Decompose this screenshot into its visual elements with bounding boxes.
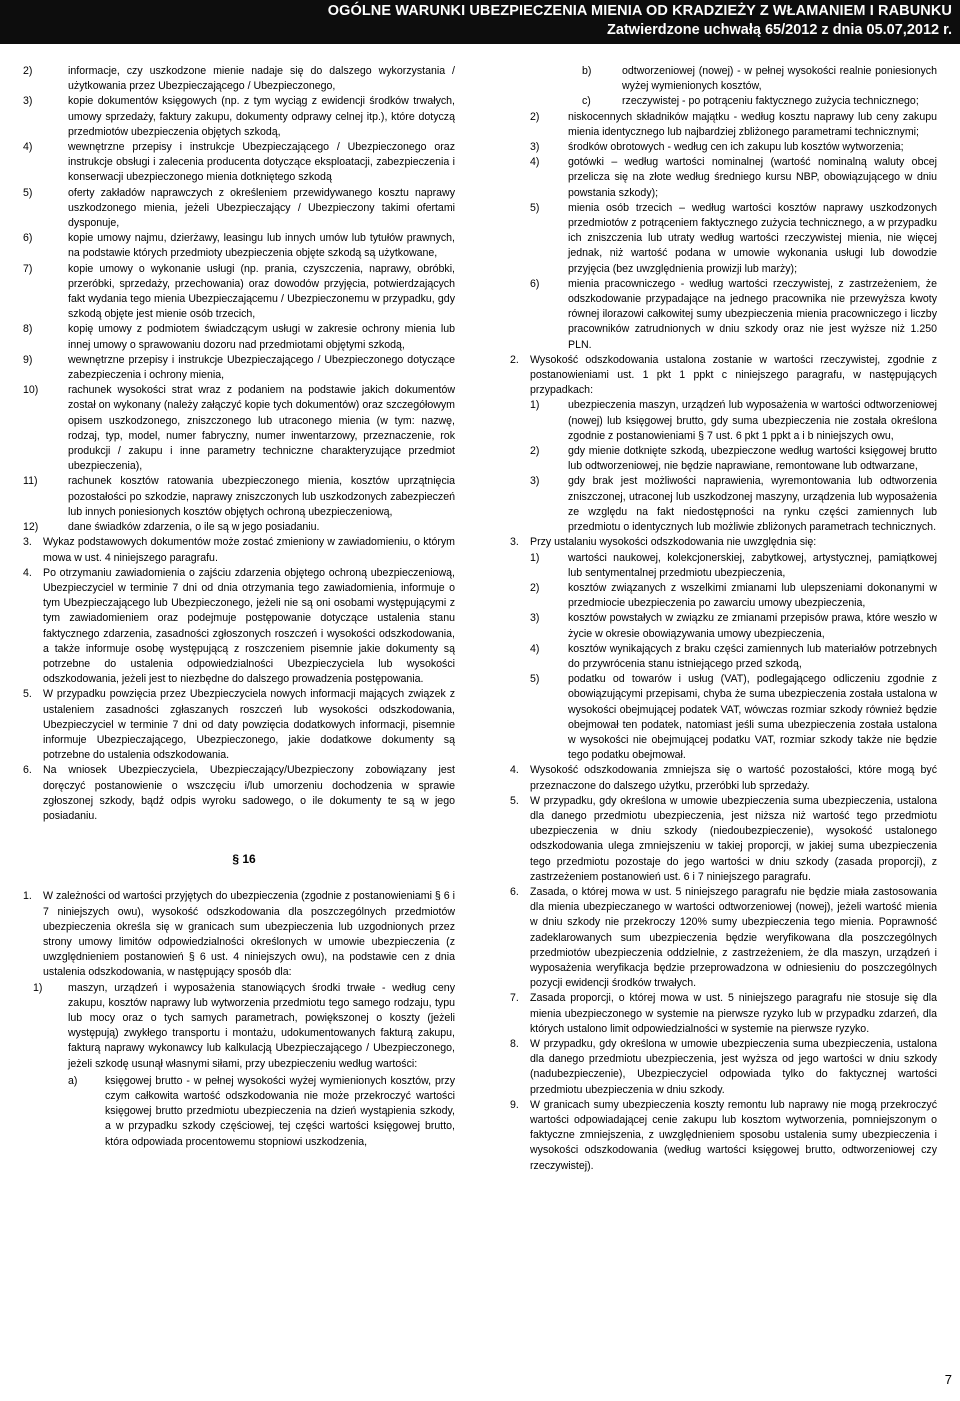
list-item (500, 201, 937, 277)
list-item (500, 64, 937, 94)
list-item (500, 140, 937, 155)
list-item (23, 687, 455, 763)
list-item (23, 566, 455, 688)
list-item (500, 94, 937, 109)
list-item (500, 885, 937, 991)
list-item-text: gdy brak jest możliwości naprawienia, wyremontowania lub odtworzenia zniszczonej, utraconej lub uszkodzonej maszyny, urządzenia lub wyposażenia ze względu na fakt niedostępności na rynku części zamiennych lub przedmiotu o identycznych lub możliwie zbliżonych parametrach technicznych. (568, 475, 937, 534)
list-item-number: 3. (510, 536, 519, 549)
list-item-text: Wykaz podstawowych dokumentów może zostać zmieniony w zawiadomieniu, o którym mowa w ust. 4 niniejszego paragrafu. (43, 536, 455, 564)
list-item (500, 277, 937, 353)
list-item (500, 444, 937, 474)
list-item (500, 398, 937, 444)
list-item (500, 763, 937, 793)
list-item (23, 64, 455, 94)
list-item-text: środków obrotowych - według cen ich zakupu lub kosztów wytworzenia; (568, 141, 904, 154)
list-item-number: 11) (23, 475, 38, 488)
list-item (23, 981, 455, 1150)
list-item-text: maszyn, urządzeń i wyposażenia stanowiących środki trwałe - według ceny zakupu, kosztów naprawy lub wytworzenia przedmiotu tego samego rodzaju, typu lub mocy oraz o tych samych parametrach, powiększonej o koszty (jeżeli występują) zwykłego transportu i montażu, udokumentowanych fakturą zakupu, fakturą naprawy wykonawcy lub kalkulacją Ubezpieczającego / Ubezpieczonego, jeżeli szkodę usunął własnymi siłami, przy ubezpieczeniu według wartości: (68, 981, 455, 1070)
right-column (500, 64, 937, 1174)
list-item-number: c) (582, 95, 591, 108)
list-item-text: Zasada, o której mowa w ust. 5 niniejszego paragrafu nie będzie miała zastosowania dla mienia ubezpieczanego w wartości odtworzeniowej (nowej), jeżeli wartość mienia w dniu szkody nie przekroczy 120% sumy ubezpieczenia tego mienia. Poprawność zadeklarowanych sum ubezpieczenia będzie weryfikowana dla poszczególnych przedmiotów ubezpieczenia oddzielnie, z zastrzeżeniem, że dla maszyn, urządzeń i wyposażenia weryfikacja będzie przeprowadzona w odniesieniu do poszczególnych pozycji ewidencji środków trwałych. (530, 885, 937, 990)
list-item-number: 5) (530, 673, 540, 686)
list-subitem (68, 1074, 455, 1150)
list-item-text: gdy mienie dotknięte szkodą, ubezpieczone według wartości księgowej brutto lub odtworzeniowej, nie będzie naprawiane, remontowane lub odtwarzane, (568, 445, 937, 473)
list-item-text: kopie umowy o wykonanie usługi (np. prania, czyszczenia, naprawy, obróbki, przeróbki, sprzedaży, przechowania) oraz dowodów przyjęcia, potwierdzających fakt wydania tego mienia Ubezpieczającemu / Ubezpieczonemu w przypadku, gdy szkodą objęte jest mienie osób trzecich, (68, 262, 455, 321)
list-item-text: W zależności od wartości przyjętych do ubezpieczenia (zgodnie z postanowieniami § 6 i 7 niniejszych owu), wysokość odszkodowania dla poszczególnych przedmiotów ubezpieczenia określa się w granicach sum ubezpieczenia lub uzgodnionych przez strony umowy limitów odpowiedzialności określonych w umowie ubezpieczenia (z uwzględnieniem postanowień § 6 ust. 4 niniejszych owu), na podstawie cen z dnia ustalenia odszkodowania, w następujący sposób dla: (43, 890, 455, 979)
list-item-number: 1) (530, 399, 540, 412)
list-item (500, 642, 937, 672)
list-item-text: kosztów powstałych w związku ze zmianami przepisów prawa, które weszło w życie w okresie obowiązywania umowy ubezpieczenia, (568, 612, 937, 640)
list-item-text: Zasada proporcji, o której mowa w ust. 5 niniejszego paragrafu nie stosuje się dla mienia ubezpieczonego w systemie na pierwsze ryzyko lub w przypadku zdarzeń, dla których ustalono limit odpowiedzialności w systemie na pierwsze ryzyko. (530, 992, 937, 1035)
list-item-number: 9) (23, 353, 33, 366)
list-item (23, 94, 455, 140)
list-item-number: 5. (23, 688, 32, 701)
list-item-text: rachunek wysokości strat wraz z podaniem na podstawie jakich dokumentów został on wykonany (należy załączyć kopie tych dokumentów) oraz szczegółowym opisem uszkodzonego, zniszczonego lub utraconego mienia (w tym: nazwę, rodzaj, typ, model, numer fabryczny, numer inwentarzowy, przeznaczenie, rok produkcji / zakupu i inne parametry techniczne charakteryzujące przedmiot ubezpieczenia), (68, 384, 455, 473)
list-item-text: niskocennych składników majątku - według kosztu naprawy lub ceny zakupu mienia identycznego lub najbardziej zbliżonego parametrami technicznymi; (568, 110, 937, 138)
list-item-text: informacje, czy uszkodzone mienie nadaje się do dalszego wykorzystania / użytkowania przez Ubezpieczającego / Ubezpieczonego, (68, 65, 455, 93)
list-item (23, 322, 455, 352)
left-column (23, 64, 455, 1150)
list-item-number: 3) (23, 95, 33, 108)
list-item-text: Przy ustalaniu wysokości odszkodowania nie uwzględnia się: (530, 536, 817, 549)
list-item-number: 3. (23, 536, 32, 549)
list-item-number: 1. (23, 890, 32, 903)
list-item (23, 474, 455, 520)
list-item-text: wartości naukowej, kolekcjonerskiej, zabytkowej, artystycznej, pamiątkowej lub sentymentalnej przedmiotu ubezpieczenia, (568, 551, 937, 579)
list-item-number: 4. (510, 764, 519, 777)
list-item-text: Wysokość odszkodowania ustalona zostanie w wartości rzeczywistej, zgodnie z postanowieniami ust. 1 pkt 1 ppkt c niniejszego paragrafu, w następujących przypadkach: (530, 353, 937, 397)
list-item-number: 4) (530, 642, 540, 655)
list-item (23, 535, 455, 565)
list-item (500, 794, 937, 885)
list-item-number: 9. (510, 1098, 519, 1111)
list-item-text: wewnętrzne przepisy i instrukcje Ubezpieczającego / Ubezpieczonego dotyczące zabezpieczenia i ochrony mienia, (68, 353, 455, 382)
list-item-number: 2. (510, 353, 519, 366)
list-item-number: 2) (530, 581, 540, 594)
document-approval-line: Zatwierdzone uchwałą 65/2012 z dnia 05.07,2012 r. (607, 22, 952, 38)
list-items (500, 551, 937, 764)
list-item (23, 763, 455, 824)
list-item (500, 1037, 937, 1098)
list-item-number: 4) (530, 156, 540, 169)
list-item (500, 672, 937, 763)
list-item-number: 6) (530, 277, 540, 290)
list-points (23, 535, 455, 824)
list-items (500, 398, 937, 535)
list-item-text: podatku od towarów i usług (VAT), podlegającego odliczeniu zgodnie z obowiązującymi przepisami, chyba że suma ubezpieczenia została ustalona w wysokości obejmującej podatek VAT, wówczas rozmiar szkody również będzie obejmował ten podatek, natomiast jeśli suma ubezpieczenia została ustalona w wysokości nie obejmującej podatku VAT, rozmiar szkody także nie będzie tego podatku obejmował. (568, 673, 937, 762)
list-item-number: 6. (23, 764, 32, 777)
list-item (500, 991, 937, 1037)
list-item-text: mienia osób trzecich – według wartości kosztów naprawy uszkodzonych przedmiotów z potrąceniem faktycznego zużycia technicznego, a w przypadku ich zniszczenia lub utraty według wartości rzeczywistej mienia, nie więcej jednak, niż wartość podana w umowie wykonania usługi lub dowodzie przyjęcia (bez uwzględnienia prowizji lub marży); (568, 201, 937, 275)
list-item-text: Wysokość odszkodowania zmniejsza się o wartość pozostałości, które mogą być przeznaczone do dalszego użytku, przeróbki lub sprzedaży. (530, 764, 937, 792)
list-item-number: 8. (510, 1038, 519, 1050)
list-item-number: 3) (530, 475, 540, 488)
list-item-text: kopie dokumentów księgowych (np. z tym wyciąg z ewidencji środków trwałych, umowy sprzedaży, faktury zakupu, dokumenty odprawy celnej itp.), które dotyczą przedmiotów ubezpieczenia objętych szkodą, (68, 95, 455, 138)
list-item (500, 581, 937, 611)
section-heading: § 16 (232, 852, 256, 867)
list-item (23, 520, 455, 535)
list-item-text: Po otrzymaniu zawiadomienia o zajściu zdarzenia objętego ochroną ubezpieczeniową, Ubezpieczyciel w terminie 7 dni od dnia otrzymania tego zawiadomienia, informuje o tym Ubezpieczającego lub Ubezpieczonego, jeżeli nie są oni osobami występującymi z tym zawiadomieniem oraz podejmuje postępowanie dotyczące ustalenia stanu faktycznego zdarzenia, zasadności zgłoszonych roszczeń i wysokości odszkodowania, a także informuje osobę występującą z roszczeniem pisemnie jakie dokumenty są potrzebne do ustalenia odpowiedzialności Ubezpieczyciela lub wysokości odszkodowania, jeżeli jest to niezbędne do dalszego prowadzenia postępowania. (43, 566, 455, 686)
list-item-text: kopię umowy z podmiotem świadczącym usługi w zakresie ochrony mienia lub innej umowy o sprawowaniu dozoru nad przedmiotami objętymi szkodą, (68, 323, 455, 351)
list-item-number: 10) (23, 384, 39, 397)
list-item-text: kopie umowy najmu, dzierżawy, leasingu lub innych umów lub tytułów prawnych, na podstawie których przedmioty ubezpieczenia objęte szkodą są użytkowane, (68, 232, 455, 260)
list-item-text: rachunek kosztów ratowania ubezpieczonego mienia, kosztów uprzątnięcia pozostałości po szkodzie, naprawy zniszczonych lub uszkodzonych zabezpieczeń lub innych poniesionych kosztów objętych ochroną ubezpieczeniową, (68, 475, 455, 518)
list-item-text: kosztów związanych z wszelkimi zmianami lub ulepszeniami dokonanymi w przedmiocie ubezpieczenia po zawarciu umowy ubezpieczenia, (568, 581, 937, 610)
list-item (23, 353, 455, 383)
list-item (500, 1098, 937, 1174)
list-item-number: 6) (23, 232, 33, 245)
document-title: OGÓLNE WARUNKI UBEZPIECZENIA MIENIA OD KRADZIEŻY Z WŁAMANIEM I RABUNKU (327, 3, 952, 19)
list-item-text: ubezpieczenia maszyn, urządzeń lub wyposażenia w wartości odtworzeniowej (nowej) lub księgowej brutto, gdy suma ubezpieczenia nie została określona zgodnie z postanowieniami § 7 ust. 6 pkt 1 ppkt a i b niniejszych owu, (568, 399, 937, 442)
list-item-text: księgowej brutto - w pełnej wysokości wyżej wymienionych kosztów, przy czym całkowita wartość odszkodowania nie może przekroczyć wartości księgowej brutto przedmiotu ubezpieczenia na dzień wystąpienia szkody, a w przypadku szkody częściowej, tej części wartości księgowej brutto, która odpowiada procentowemu stopniowi uszkodzenia, (105, 1074, 455, 1148)
list-item-number: 3) (530, 141, 540, 154)
document-header (0, 0, 960, 44)
list-items (500, 110, 937, 353)
list-item-text: W granicach sumy ubezpieczenia koszty remontu lub naprawy nie mogą przekroczyć wartości odpowiadającej cenie zakupu lub kosztom wytworzenia, pomniejszonym o faktyczne zmniejszenia, z uwzględnieniem sposobu ustalenia sumy ubezpieczenia i wysokości odszkodowania (według wartości księgowej brutto, odtworzeniowej czy rzeczywistej). (530, 1098, 937, 1172)
list-item (23, 140, 455, 186)
list-item-number: 7. (510, 992, 519, 1005)
list-item-number: 2) (23, 65, 33, 77)
list-item-number: 5. (510, 794, 519, 807)
list-item-text: oferty zakładów naprawczych z określeniem przewidywanego kosztu naprawy uszkodzonego mienia, jeżeli Ubezpieczający / Ubezpieczony takimi ofertami dysponuje, (68, 186, 455, 230)
list-subitems (500, 64, 937, 110)
list-item-text: W przypadku, gdy określona w umowie ubezpieczenia suma ubezpieczenia, ustalona dla danego przedmiotu ubezpieczenia, jest wyższa od jego wartości w dniu szkody (nadubezpieczenie), Ubezpieczyciel odpowiada tylko do faktycznej wartości przedmiotu ubezpieczenia w dniu szkody. (530, 1038, 937, 1096)
list-item-text: kosztów wynikających z braku części zamiennych lub materiałów potrzebnych do przywrócenia stanu istniejącego przed szkodą, (568, 642, 937, 670)
list-item (500, 551, 937, 581)
list-item-text: wewnętrzne przepisy i instrukcje Ubezpieczającego / Ubezpieczonego oraz instrukcje obsługi i zalecenia producenta dotyczące eksploatacji, zabezpieczenia i konserwacji ubezpieczonego mienia dotkniętego szkodą (68, 141, 455, 184)
list-item (500, 535, 937, 550)
list-item-number: a) (68, 1074, 78, 1087)
list-item-number: 8) (23, 323, 33, 336)
list-document-items (23, 64, 455, 535)
list-item (23, 231, 455, 261)
list-item (500, 611, 937, 641)
list-item (500, 474, 937, 535)
list-item (500, 155, 937, 201)
list-points (500, 763, 937, 1173)
list-item (23, 262, 455, 323)
list-item-number: 3) (530, 612, 540, 625)
list-item (23, 186, 455, 232)
list-item-text: rzeczywistej - po potrąceniu faktycznego zużycia technicznego; (622, 95, 919, 108)
list-item-number: 2) (530, 445, 540, 458)
list-item-text: W przypadku powzięcia przez Ubezpieczyciela nowych informacji mających związek z ustaleniem zasadności zgłaszanych roszczeń lub wysokości odszkodowania, Ubezpieczyciel w terminie 7 dni od daty powzięcia dodatkowych informacji, pisemnie informuje Ubezpieczającego, Ubezpieczonego, jakie dodatkowe dokumenty są potrzebne do ustalenia odszkodowania. (43, 688, 455, 762)
list-item-number: 7) (23, 262, 33, 275)
list-item-number: 1) (530, 551, 540, 564)
list-item (500, 110, 937, 140)
list-item-text: mienia pracowniczego - według wartości rzeczywistej, z zastrzeżeniem, że odszkodowanie przypadające na jednego pracownika nie przewyższa kwoty równej ilorazowi całkowitej sumy ubezpieczenia mienia pracowniczego i liczby pracowników zatrudnionych w dniu szkody oraz nie jest wyższe niż 1.250 PLN. (568, 277, 937, 351)
list-item-text: Na wniosek Ubezpieczyciela, Ubezpieczający/Ubezpieczony zobowiązany jest doręczyć postanowienie o wszczęciu i/lub umorzeniu dochodzenia w sprawie zgłoszonej szkody, bądź odpis wyroku sadowego, o ile dokumenty te są w jego posiadaniu. (43, 764, 455, 822)
list-item (23, 889, 455, 980)
list-item-number: 2) (530, 110, 540, 123)
list-item-number: 6. (510, 885, 519, 898)
list-item-number: 1) (33, 981, 43, 994)
list-item-number: 4. (23, 566, 32, 579)
list-item-number: 4) (23, 141, 33, 154)
list-item (500, 353, 937, 399)
list-item-number: b) (582, 65, 592, 77)
list-item-number: 5) (23, 186, 33, 199)
list-item-text: gotówki – według wartości nominalnej (wartość nominalną waluty obcej przelicza się na złote według średniego kursu NBP, obowiązującego w dniu powstania szkody); (568, 156, 937, 199)
list-item-number: 5) (530, 201, 540, 214)
list-item-number: 12) (23, 521, 39, 534)
page-number: 7 (944, 1372, 952, 1387)
list-item (23, 383, 455, 474)
list-item-text: odtworzeniowej (nowej) - w pełnej wysokości realnie poniesionych wyżej wymienionych kosztów, (622, 65, 937, 93)
list-item-text: W przypadku, gdy określona w umowie ubezpieczenia suma ubezpieczenia, ustalona dla danego przedmiotu ubezpieczenia, jest niższa niż wartość tego przedmiotu ubezpieczenia w dniu szkody (niedoubezpieczenie), wysokość ustalonego odszkodowania ulega zmniejszeniu w takiej proporcji, w jakiej suma ubezpieczenia tego przedmiotu pozostaje do jego wartości w dniu szkody (zasada proporcji), z zastrzeżeniem postanowień ust. 6 i 7 niniejszego paragrafu. (530, 794, 937, 883)
list-item-text: dane świadków zdarzenia, o ile są w jego posiadaniu. (68, 521, 320, 534)
